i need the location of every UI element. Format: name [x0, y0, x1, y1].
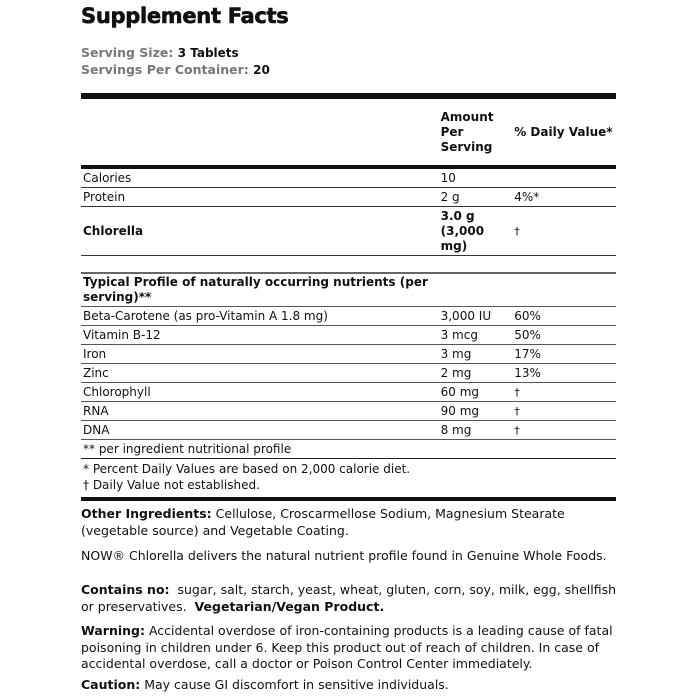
nutrient-name: Zinc — [81, 364, 439, 383]
table-row — [81, 345, 616, 364]
profile-note: ** per ingredient nutritional profile — [81, 440, 616, 459]
caution-text: May cause GI discomfort in sensitive individuals. — [140, 677, 449, 692]
nutrient-dv: 13% — [512, 364, 616, 383]
nutrient-dv: † — [512, 383, 616, 402]
nutrient-dv — [512, 167, 616, 188]
footnote-dagger: † Daily Value not established. — [83, 478, 260, 492]
nutrient-amount: 3 mcg — [439, 326, 513, 345]
table-row — [81, 421, 616, 440]
nutrient-amount: 2 mg — [439, 364, 513, 383]
contains-no — [81, 582, 621, 615]
warning-text: Accidental overdose of iron-containing products is a leading cause of fatal poisoning in children under 6. Keep this product out of reach of children. In case of accidental overdose, call a doctor or Poison Control Center immediately. — [81, 623, 613, 671]
other-ingredients-text: Cellulose, Croscarmellose Sodium, Magnesium Stearate (vegetable source) and Vegetable Coating. — [81, 506, 565, 538]
table-row — [81, 188, 616, 207]
nutrient-amount: 8 mg — [439, 421, 513, 440]
table-row — [81, 167, 616, 188]
vegan-label: Vegetarian/Vegan Product. — [194, 598, 385, 614]
chlorella-row — [81, 207, 616, 256]
spacer-row — [81, 256, 616, 274]
nutrient-dv: 17% — [512, 345, 616, 364]
other-ingredients — [81, 506, 621, 539]
table-row — [81, 364, 616, 383]
servings-per-container-value: 20 — [253, 63, 270, 77]
nutrient-dv: † — [512, 207, 616, 256]
nutrient-name: Chlorella — [81, 207, 439, 256]
warning-label: Warning: — [81, 623, 145, 638]
serving-size — [81, 44, 239, 62]
serving-size-label: Serving Size: — [81, 45, 174, 60]
nutrient-amount: 90 mg — [439, 402, 513, 421]
table-header-row — [81, 96, 616, 167]
product-description: NOW® Chlorella delivers the natural nutrient profile found in Genuine Whole Foods. — [81, 548, 607, 563]
nutrient-name: Beta-Carotene (as pro-Vitamin A 1.8 mg) — [81, 307, 439, 326]
nutrient-amount: 60 mg — [439, 383, 513, 402]
warning — [81, 623, 621, 673]
table-row — [81, 326, 616, 345]
amount-per-serving-header: Amount Per Serving — [440, 109, 494, 154]
caution — [81, 677, 621, 694]
nutrient-name: Iron — [81, 345, 439, 364]
page-title: Supplement Facts — [81, 4, 289, 28]
servings-per-container — [81, 61, 270, 79]
nutrient-dv: 50% — [512, 326, 616, 345]
nutrient-name: Vitamin B-12 — [81, 326, 439, 345]
footnote-percent: * Percent Daily Values are based on 2,000 calorie diet. — [83, 462, 411, 476]
servings-per-container-label: Servings Per Container: — [81, 62, 249, 77]
serving-size-value: 3 Tablets — [177, 46, 239, 60]
contains-no-text: sugar, salt, starch, yeast, wheat, gluten, corn, soy, milk, egg, shellfish or preservatives. — [81, 582, 621, 614]
nutrient-name: Calories — [81, 167, 439, 188]
nutrient-amount: 3,000 IU — [439, 307, 513, 326]
daily-value-header: % Daily Value* — [514, 125, 613, 139]
nutrient-amount: 2 g — [439, 188, 513, 207]
nutrient-dv: 4%* — [512, 188, 616, 207]
table-row — [81, 402, 616, 421]
nutrient-name: DNA — [81, 421, 439, 440]
nutrient-dv: † — [512, 402, 616, 421]
profile-note-row — [81, 440, 616, 459]
nutrient-name: Protein — [81, 188, 439, 207]
typical-profile-heading: Typical Profile of naturally occurring nutrients (per serving)** — [81, 273, 616, 307]
nutrient-dv: † — [512, 421, 616, 440]
nutrient-amount: 10 — [439, 167, 513, 188]
nutrient-amount: 3.0 g (3,000 mg) — [439, 207, 513, 256]
nutrient-dv: 60% — [512, 307, 616, 326]
table-row — [81, 383, 616, 402]
other-ingredients-label: Other Ingredients: — [81, 506, 212, 521]
contains-no-label: Contains no: — [81, 582, 170, 597]
caution-label: Caution: — [81, 677, 141, 692]
nutrient-name: RNA — [81, 402, 439, 421]
nutrient-amount: 3 mg — [439, 345, 513, 364]
footnotes-row — [81, 459, 616, 500]
table-row — [81, 307, 616, 326]
nutrient-name: Chlorophyll — [81, 383, 439, 402]
facts-table — [81, 93, 616, 501]
